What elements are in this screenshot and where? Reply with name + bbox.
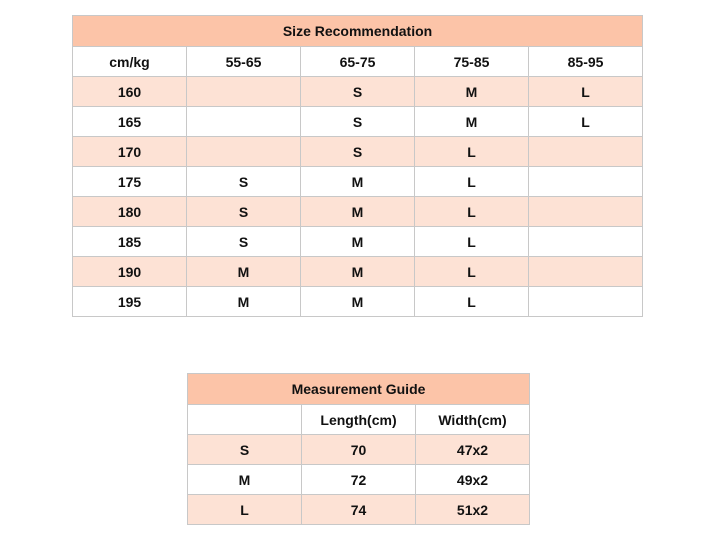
size-cell: L xyxy=(415,257,529,287)
width-cell: 49x2 xyxy=(416,465,530,495)
size-cell: L xyxy=(529,107,643,137)
table-row xyxy=(73,197,643,227)
size-cell xyxy=(529,227,643,257)
length-cell: 74 xyxy=(302,495,416,525)
length-cell: 72 xyxy=(302,465,416,495)
table-row xyxy=(73,167,643,197)
size-cell xyxy=(529,197,643,227)
table-row xyxy=(73,137,643,167)
size-cell: M xyxy=(301,167,415,197)
size-cell: S xyxy=(187,167,301,197)
size-cell: M xyxy=(301,227,415,257)
table-row xyxy=(73,227,643,257)
size-cell xyxy=(187,77,301,107)
size-cell: M xyxy=(187,257,301,287)
column-header: cm/kg xyxy=(73,47,187,77)
height-cell: 170 xyxy=(73,137,187,167)
size-cell: M xyxy=(415,107,529,137)
column-header: 65-75 xyxy=(301,47,415,77)
size-cell: M xyxy=(301,287,415,317)
size-cell: L xyxy=(415,227,529,257)
size-cell xyxy=(187,137,301,167)
size-cell: S xyxy=(187,197,301,227)
size-label-cell: M xyxy=(188,465,302,495)
size-cell: M xyxy=(187,287,301,317)
table-row xyxy=(73,287,643,317)
height-cell: 165 xyxy=(73,107,187,137)
size-table-title-row xyxy=(73,16,643,47)
height-cell: 195 xyxy=(73,287,187,317)
size-cell: S xyxy=(301,107,415,137)
size-cell xyxy=(187,107,301,137)
size-cell: S xyxy=(301,77,415,107)
table-row xyxy=(188,465,530,495)
guide-table-title: Measurement Guide xyxy=(188,374,530,405)
size-cell xyxy=(529,287,643,317)
column-header: 55-65 xyxy=(187,47,301,77)
column-header xyxy=(188,405,302,435)
size-cell: M xyxy=(301,197,415,227)
table-row xyxy=(188,495,530,525)
column-header: 75-85 xyxy=(415,47,529,77)
size-cell: L xyxy=(529,77,643,107)
table-row xyxy=(73,107,643,137)
size-cell xyxy=(529,167,643,197)
width-cell: 51x2 xyxy=(416,495,530,525)
length-cell: 70 xyxy=(302,435,416,465)
height-cell: 180 xyxy=(73,197,187,227)
column-header: 85-95 xyxy=(529,47,643,77)
size-table-title: Size Recommendation xyxy=(73,16,643,47)
size-cell: M xyxy=(415,77,529,107)
measurement-guide-table xyxy=(187,373,530,525)
table-row xyxy=(188,435,530,465)
guide-table-title-row xyxy=(188,374,530,405)
size-cell: S xyxy=(187,227,301,257)
height-cell: 175 xyxy=(73,167,187,197)
table-row xyxy=(73,77,643,107)
column-header: Width(cm) xyxy=(416,405,530,435)
width-cell: 47x2 xyxy=(416,435,530,465)
size-cell: L xyxy=(415,167,529,197)
size-cell: L xyxy=(415,287,529,317)
table-row xyxy=(73,257,643,287)
size-recommendation-table xyxy=(72,15,643,317)
size-label-cell: L xyxy=(188,495,302,525)
height-cell: 185 xyxy=(73,227,187,257)
height-cell: 160 xyxy=(73,77,187,107)
size-cell xyxy=(529,137,643,167)
size-label-cell: S xyxy=(188,435,302,465)
guide-table-header-row xyxy=(188,405,530,435)
size-table-header-row xyxy=(73,47,643,77)
column-header: Length(cm) xyxy=(302,405,416,435)
size-cell: L xyxy=(415,197,529,227)
size-cell: L xyxy=(415,137,529,167)
size-cell: S xyxy=(301,137,415,167)
size-cell: M xyxy=(301,257,415,287)
size-cell xyxy=(529,257,643,287)
height-cell: 190 xyxy=(73,257,187,287)
